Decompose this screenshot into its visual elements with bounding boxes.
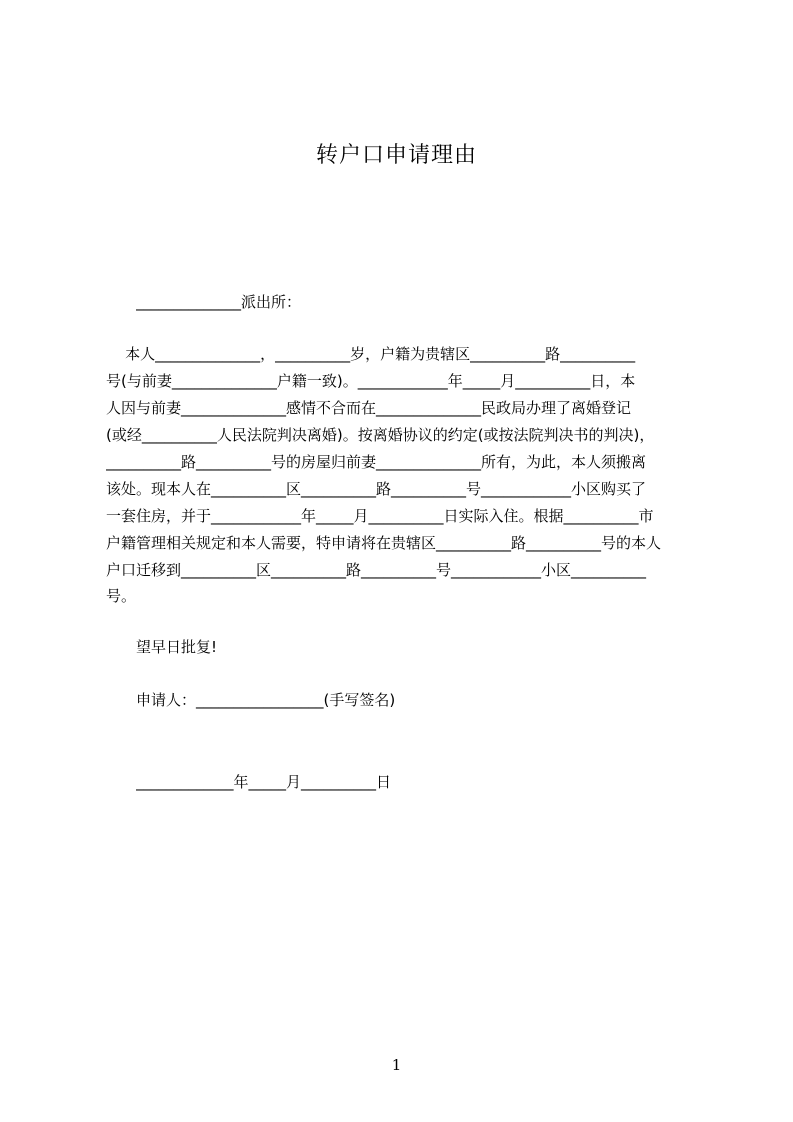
- body-line-4: (或经__________人民法院判决离婚)。按离婚协议的约定(或按法院判决书的判决)，: [106, 426, 655, 444]
- body-line-10: 号。: [106, 587, 137, 605]
- body-line-1: 本人______________，__________岁，户籍为贵辖区__________路__________: [106, 345, 636, 363]
- page-number: 1: [391, 1056, 402, 1074]
- addressee-line: ______________派出所：: [136, 293, 302, 311]
- body-line-8: 户籍管理相关规定和本人需要，特申请将在贵辖区__________路__________号的本人: [106, 534, 662, 552]
- body-line-2: 号(与前妻______________户籍一致)。____________年_____月__________日，本: [106, 372, 636, 390]
- body-line-7: 一套住房，并于____________年_____月__________日实际入住。根据__________市: [106, 507, 654, 525]
- applicant-signature-line: 申请人：_________________(手写签名): [136, 691, 396, 709]
- document-title: 转户口申请理由: [315, 143, 477, 168]
- closing-text: 望早日批复!: [136, 638, 218, 656]
- date-line: _____________年_____月__________日: [136, 773, 392, 791]
- body-line-3: 人因与前妻______________感情不合而在______________民政局办理了离婚登记: [106, 399, 632, 417]
- body-line-9: 户口迁移到__________区__________路__________号____________小区__________: [106, 561, 647, 579]
- body-line-6: 该处。现本人在__________区__________路__________号____________小区购买了: [106, 480, 647, 498]
- body-line-5: __________路__________号的房屋归前妻______________所有，为此，本人须搬离: [106, 453, 647, 471]
